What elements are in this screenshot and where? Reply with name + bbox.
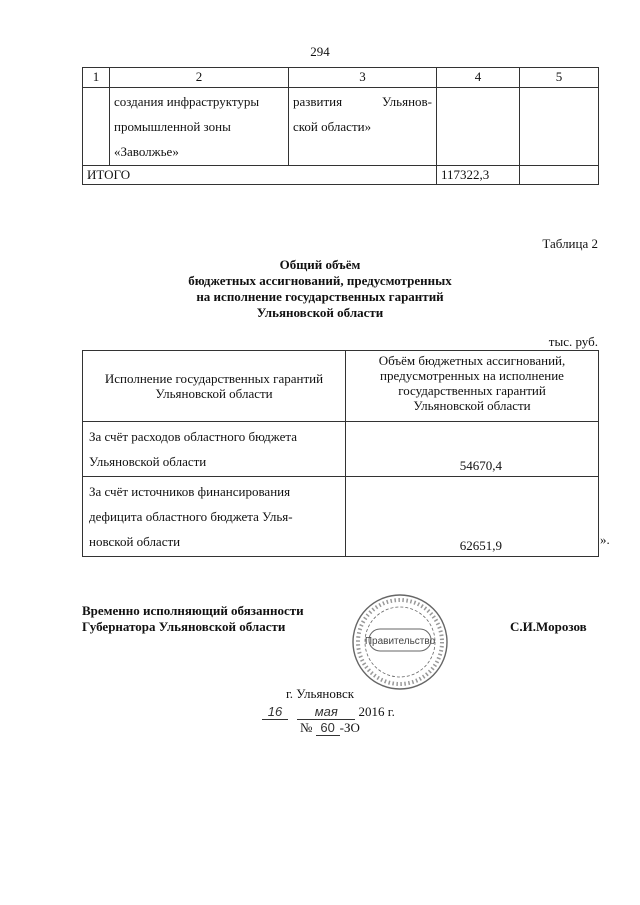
- number-prefix: №: [300, 720, 313, 735]
- program-line-1-left: развития: [293, 94, 343, 109]
- header-right-line-2: предусмотренных на исполнение: [380, 368, 564, 383]
- city: г. Ульяновск: [285, 686, 355, 701]
- object-line-2: промышленной зоны: [114, 119, 231, 134]
- table-2-title: [0, 257, 640, 321]
- signatory-name: С.И.Морозов: [510, 619, 587, 634]
- date-day: 16: [262, 704, 288, 720]
- total-col5: [520, 166, 599, 185]
- header-left-line-1: Исполнение государственных гарантий: [104, 371, 324, 386]
- object-line-3: «Заволжье»: [114, 144, 179, 159]
- number-suffix: -ЗО: [339, 720, 360, 735]
- units-label: тыс. руб.: [548, 334, 598, 349]
- table-row: [83, 422, 599, 477]
- signatory-title: [82, 603, 304, 635]
- cell-col4: [437, 88, 520, 166]
- seal-stamp-icon: [350, 592, 450, 692]
- table-row: [83, 477, 599, 557]
- title-line-2: бюджетных ассигнований, предусмотренных: [188, 273, 452, 288]
- header-cell-5: 5: [520, 68, 599, 88]
- date-month: мая: [297, 704, 355, 720]
- guarantees-table: [82, 350, 599, 557]
- table-2-label: Таблица 2: [542, 236, 598, 251]
- law-number: [300, 720, 360, 736]
- header-cell-1: 1: [83, 68, 110, 88]
- total-label: ИТОГО: [83, 166, 437, 185]
- row-1-label: [83, 422, 346, 477]
- row-2-label: [83, 477, 346, 557]
- cell-object-name: [110, 88, 289, 166]
- header-left-line-2: Ульяновской области: [155, 386, 273, 401]
- header-cell-2: 2: [110, 68, 289, 88]
- page-number: 294: [310, 44, 330, 59]
- title-line-3: на исполнение государственных гарантий: [196, 289, 444, 304]
- date-line: [262, 704, 395, 720]
- total-row: [83, 166, 599, 185]
- header-right-line-3: государственных гарантий: [398, 383, 546, 398]
- header-cell-4: 4: [437, 68, 520, 88]
- row-1-line-1: За счёт расходов областного бюджета: [89, 429, 297, 444]
- row-2-line-3: новской области: [89, 534, 181, 549]
- title-line-4: Ульяновской области: [256, 305, 384, 320]
- signatory-line-2: Губернатора Ульяновской области: [82, 619, 286, 634]
- table-2-header-row: [83, 351, 599, 422]
- seal-center-text: Правительство: [364, 636, 436, 647]
- table-row: [83, 88, 599, 166]
- program-line-1-right: Ульянов-: [381, 94, 432, 109]
- program-line-1: [293, 89, 432, 114]
- program-line-2: ской области»: [293, 119, 372, 134]
- header-cell-3: 3: [289, 68, 437, 88]
- row-2-line-1: За счёт источников финансирования: [89, 484, 291, 499]
- row-1-line-2: Ульяновской области: [89, 454, 207, 469]
- title-line-1: Общий объём: [279, 257, 361, 272]
- object-line-1: создания инфраструктуры: [114, 94, 260, 109]
- closing-quote: ».: [600, 532, 610, 547]
- date-year: 2016 г.: [358, 704, 395, 719]
- cell-program-name: [289, 88, 437, 166]
- header-right-line-4: Ульяновской области: [413, 398, 531, 413]
- signatory-line-1: Временно исполняющий обязанности: [82, 603, 304, 618]
- header-guarantees: [83, 351, 346, 422]
- cell-col1: [83, 88, 110, 166]
- header-appropriations: [346, 351, 599, 422]
- table-header-row: [83, 68, 599, 88]
- row-2-value: 62651,9: [346, 477, 599, 557]
- number-value: 60: [316, 720, 340, 736]
- row-2-line-2: дефицита областного бюджета Улья-: [89, 509, 293, 524]
- row-1-value: 54670,4: [346, 422, 599, 477]
- total-value: 117322,3: [437, 166, 520, 185]
- header-right-line-1: Объём бюджетных ассигнований,: [378, 353, 566, 368]
- cell-col5: [520, 88, 599, 166]
- appropriations-table-continuation: [82, 67, 599, 185]
